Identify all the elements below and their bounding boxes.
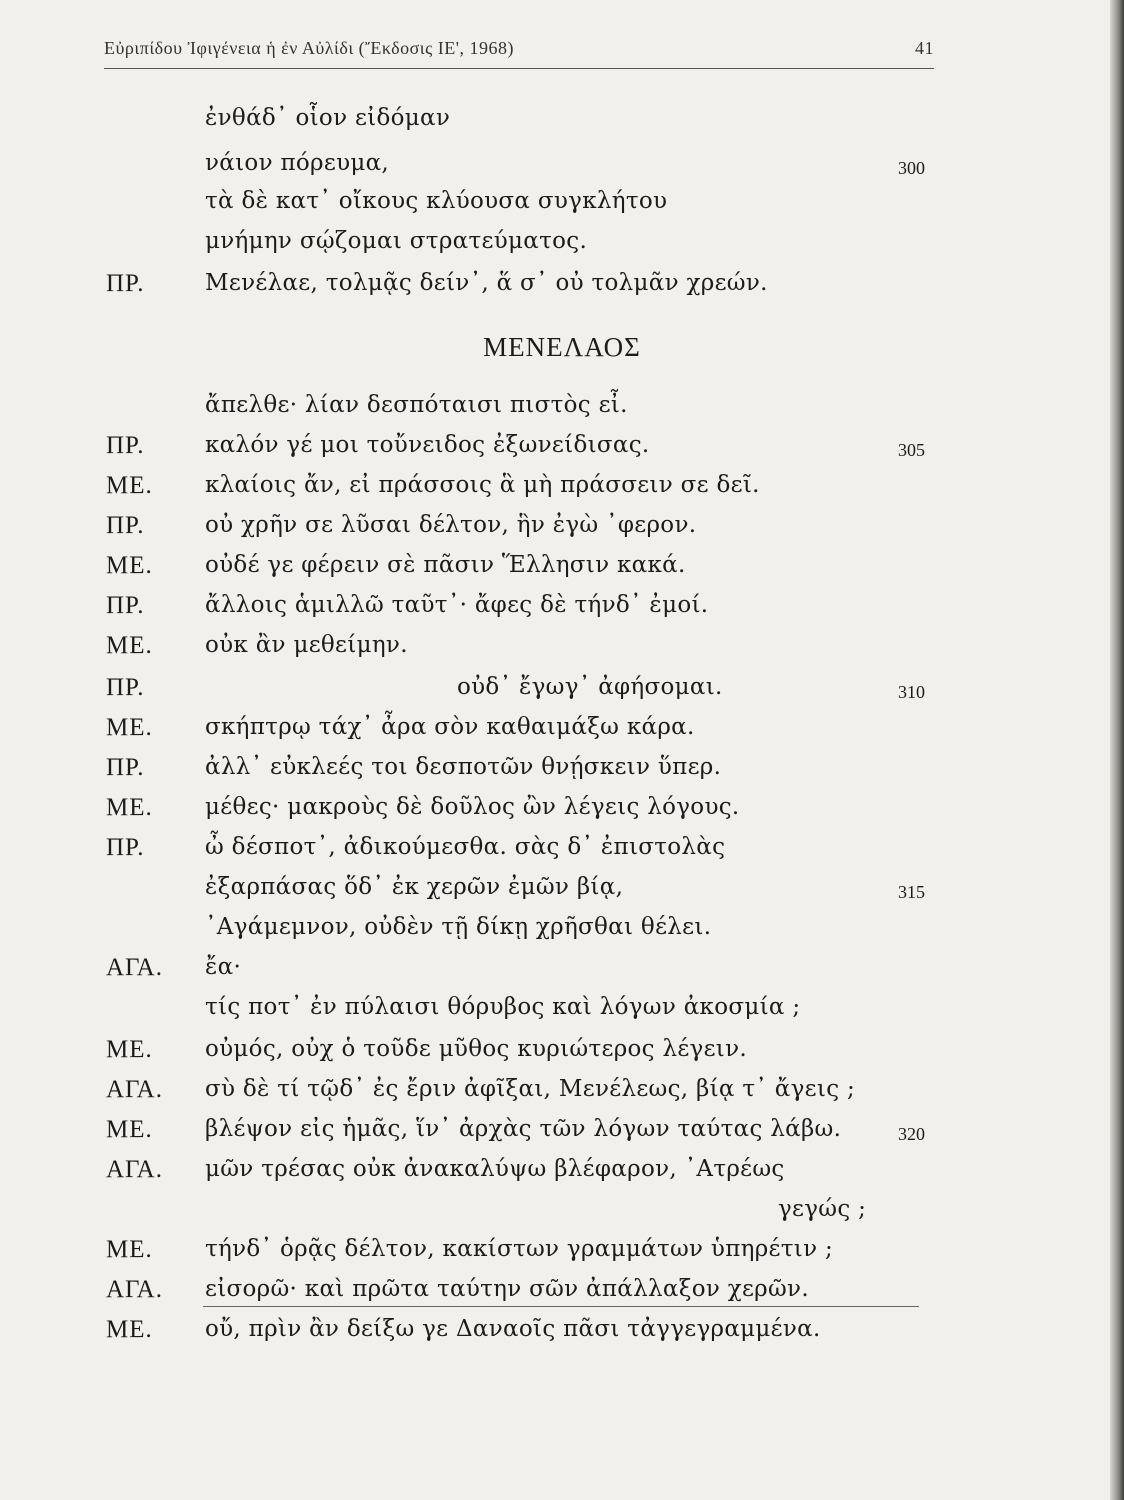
verse-line — [0, 270, 1110, 310]
line-number: 310 — [898, 682, 925, 702]
speaker-label: ΠΡ. — [106, 432, 145, 459]
verse-text: οὐκ ἂν μεθείμην. — [205, 632, 408, 658]
verse-line — [0, 1276, 1110, 1316]
verse-line — [0, 150, 1110, 190]
verse-line — [0, 512, 1110, 552]
verse-line — [0, 874, 1110, 914]
verse-text: τὰ δὲ κατ᾽ οἴκους κλύουσα συγκλήτου — [205, 188, 668, 214]
verse-line — [0, 994, 1110, 1034]
speaker-label: ΑΓΑ. — [106, 1076, 163, 1103]
verse-text: νάιον πόρευμα, — [205, 150, 390, 176]
verse-line — [0, 674, 1110, 714]
verse-line — [0, 188, 1110, 228]
verse-text: βλέψον εἰς ἡμᾶς, ἵν᾽ ἀρχὰς τῶν λόγων ταύτας λάβω. — [205, 1116, 842, 1142]
verse-line — [0, 794, 1110, 834]
page-number: 41 — [915, 38, 934, 58]
speaker-label: ΠΡ. — [106, 754, 145, 781]
verse-text: οὐμός, οὐχ ὁ τοῦδε μῦθος κυριώτερος λέγειν. — [205, 1036, 748, 1062]
speaker-label: ΠΡ. — [106, 674, 145, 701]
verse-text: εἰσορῶ· καὶ πρῶτα ταύτην σῶν ἀπάλλαξον χερῶν. — [205, 1276, 809, 1302]
speaker-label: ΜΕ. — [106, 472, 153, 499]
verse-text: τήνδ᾽ ὁρᾷς δέλτον, κακίστων γραμμάτων ὑπηρέτιν ; — [205, 1236, 834, 1262]
speaker-label: ΠΡ. — [106, 512, 145, 539]
speaker-label: ΜΕ. — [106, 794, 153, 821]
speaker-label: ΑΓΑ. — [106, 1276, 163, 1303]
header-title: Εὐριπίδου Ἰφιγένεια ἡ ἐν Αὐλίδι (Ἔκδοσις ΙΕ', 1968) — [104, 38, 514, 58]
speaker-label: ΜΕ. — [106, 1116, 153, 1143]
line-number: 300 — [898, 158, 925, 178]
book-spine-shadow — [1110, 0, 1124, 1500]
verse-line — [0, 954, 1110, 994]
verse-line — [0, 1036, 1110, 1076]
verse-line — [0, 754, 1110, 794]
verse-line — [0, 1076, 1110, 1116]
verse-line — [0, 472, 1110, 512]
verse-text: τίς ποτ᾽ ἐν πύλαισι θόρυβος καὶ λόγων ἀκοσμία ; — [205, 994, 801, 1020]
verse-text: Μενέλαε, τολμᾷς δείν᾽, ἅ σ᾽ οὐ τολμᾶν χρεών. — [205, 270, 768, 296]
divider — [203, 1306, 919, 1307]
verse-line — [0, 432, 1110, 472]
verse-text: οὐ χρῆν σε λῦσαι δέλτον, ἣν ἐγὼ ᾽φερον. — [205, 512, 697, 538]
line-number: 315 — [898, 882, 925, 902]
speaker-label: ΠΡ. — [106, 270, 145, 297]
verse-line — [0, 1116, 1110, 1156]
character-heading: ΜΕΝΕΛΑΟΣ — [483, 332, 641, 362]
header-rule — [104, 68, 934, 69]
verse-text: καλόν γέ μοι τοὔνειδος ἐξωνείδισας. — [205, 432, 650, 458]
verse-line — [0, 914, 1110, 954]
verse-line — [0, 1156, 1110, 1196]
verse-line — [0, 592, 1110, 632]
verse-text: οὔ, πρὶν ἂν δείξω γε Δαναοῖς πᾶσι τἀγγεγραμμένα. — [205, 1316, 821, 1342]
verse-text: οὐδέ γε φέρειν σὲ πᾶσιν Ἕλλησιν κακά. — [205, 552, 686, 578]
speaker-label: ΑΓΑ. — [106, 954, 163, 981]
verse-text: ἄλλοις ἁμιλλῶ ταῦτ᾽· ἄφες δὲ τήνδ᾽ ἐμοί. — [205, 592, 709, 618]
verse-line — [0, 228, 1110, 268]
speaker-label: ΠΡ. — [106, 834, 145, 861]
verse-text: μνήμην σῴζομαι στρατεύματος. — [205, 228, 588, 254]
verse-line — [0, 1236, 1110, 1276]
verse-text: οὐδ᾽ ἔγωγ᾽ ἀφήσομαι. — [457, 674, 723, 700]
verse-text: ᾽Αγάμεμνον, οὐδὲν τῇ δίκῃ χρῆσθαι θέλει. — [205, 914, 712, 940]
speaker-label: ΜΕ. — [106, 714, 153, 741]
verse-line — [0, 834, 1110, 874]
verse-line — [0, 1196, 1110, 1236]
line-number: 320 — [898, 1124, 925, 1144]
verse-line — [0, 105, 1110, 145]
speaker-label: ΠΡ. — [106, 592, 145, 619]
speaker-label: ΜΕ. — [106, 1236, 153, 1263]
verse-text: σκήπτρῳ τάχ᾽ ἆρα σὸν καθαιμάξω κάρα. — [205, 714, 695, 740]
running-header — [104, 38, 934, 68]
verse-text: μέθες· μακροὺς δὲ δοῦλος ὢν λέγεις λόγους. — [205, 794, 740, 820]
speaker-label: ΜΕ. — [106, 1316, 153, 1343]
verse-text: ἄπελθε· λίαν δεσπόταισι πιστὸς εἶ. — [205, 392, 628, 418]
verse-line — [0, 552, 1110, 592]
speaker-label: ΜΕ. — [106, 552, 153, 579]
speaker-label: ΜΕ. — [106, 632, 153, 659]
verse-text: ὦ δέσποτ᾽, ἀδικούμεσθα. σὰς δ᾽ ἐπιστολὰς — [205, 834, 726, 860]
speaker-label: ΜΕ. — [106, 1036, 153, 1063]
verse-line — [0, 1316, 1110, 1356]
verse-text: μῶν τρέσας οὐκ ἀνακαλύψω βλέφαρον, ᾽Ατρέως — [205, 1156, 785, 1182]
verse-text: ἐξαρπάσας ὅδ᾽ ἐκ χερῶν ἐμῶν βίᾳ, — [205, 874, 624, 900]
verse-text: ἐνθάδ᾽ οἷον εἰδόμαν — [205, 105, 451, 131]
verse-line — [0, 714, 1110, 754]
verse-line — [0, 392, 1110, 432]
verse-text: ἔα· — [205, 954, 242, 980]
verse-text: ἀλλ᾽ εὐκλεές τοι δεσποτῶν θνῄσκειν ὕπερ. — [205, 754, 722, 780]
verse-line — [0, 632, 1110, 672]
verse-text: κλαίοις ἄν, εἰ πράσσοις ἃ μὴ πράσσειν σε δεῖ. — [205, 472, 760, 498]
verse-text: σὺ δὲ τί τῷδ᾽ ἐς ἔριν ἀφῖξαι, Μενέλεως, βίᾳ τ᾽ ἄγεις ; — [205, 1076, 856, 1102]
line-number: 305 — [898, 440, 925, 460]
speaker-label: ΑΓΑ. — [106, 1156, 163, 1183]
verse-text: γεγώς ; — [778, 1196, 867, 1222]
